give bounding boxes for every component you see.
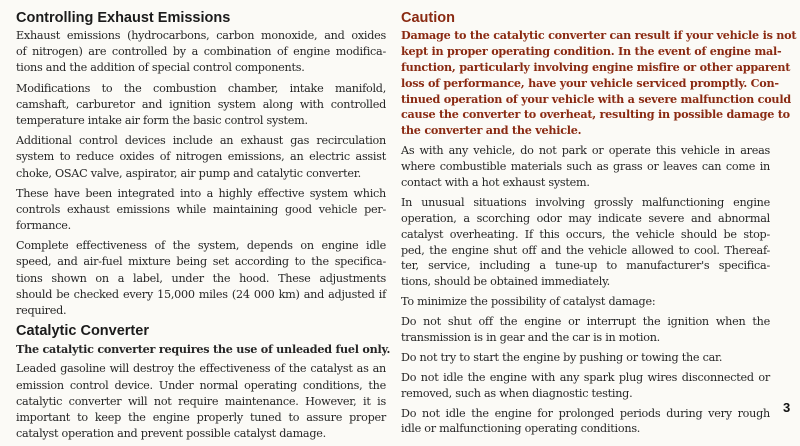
text-line: tinued operation of your vehicle with a severe malfunction could (401, 91, 791, 106)
paragraph (16, 133, 386, 182)
paragraph (401, 294, 770, 310)
paragraph (401, 350, 770, 366)
text-line: catalyst operation and prevent possible catalyst damage. (16, 427, 326, 441)
text-line: Leaded gasoline will destroy the effectiveness of the catalyst as an (16, 362, 386, 376)
text-line: system to reduce oxides of nitrogen emissions, an electric assist (16, 150, 386, 164)
text-line: kept in proper operating condition. In the event of engine mal- (401, 43, 782, 58)
text-line: the converter and the vehicle. (401, 123, 582, 138)
caution-paragraph (401, 28, 797, 139)
text-line: Complete effectiveness of the system, depends on engine idle (16, 239, 386, 253)
section-heading: Caution (401, 10, 455, 26)
paragraph (16, 81, 386, 130)
paragraph (401, 314, 770, 346)
paragraph (401, 370, 770, 402)
text-line: where combustible materials such as grass or leaves can come in (401, 160, 770, 174)
paragraph (401, 195, 770, 290)
text-line: important to keep the engine properly tuned to assure proper (16, 410, 386, 424)
text-line: controls exhaust emissions while maintaining good vehicle per- (16, 202, 386, 216)
text-line: ter, service, including a tune-up to manufacturer's specifica- (401, 259, 770, 273)
text-line: tions, should be obtained immediately. (401, 275, 610, 289)
paragraph (401, 143, 770, 191)
text-line: ped, the engine shut off and the vehicle allowed to cool. Thereaf- (401, 243, 770, 257)
text-line: tions and the addition of special control components. (16, 61, 305, 75)
text-line: As with any vehicle, do not park or operate this vehicle in areas (401, 144, 770, 158)
text-line: Do not idle the engine with any spark plug wires disconnected or (401, 370, 770, 384)
paragraph (16, 28, 386, 77)
text-line: Additional control devices include an exhaust gas recirculation (16, 134, 386, 148)
text-line: The catalytic converter requires the use of unleaded fuel only. (16, 342, 391, 357)
text-line: Do not try to start the engine by pushing or towing the car. (401, 350, 723, 364)
text-line: removed, such as when diagnostic testing. (401, 386, 633, 400)
text-line: Modifications to the combustion chamber, intake manifold, (16, 81, 386, 95)
text-line: operation, a scorching odor may indicate severe and abnormal (401, 211, 770, 225)
text-line: Do not shut off the engine or interrupt the ignition when the (401, 315, 770, 329)
text-line: function, particularly involving engine misfire or other apparent (401, 59, 791, 74)
text-line: Exhaust emissions (hydrocarbons, carbon monoxide, and oxides (16, 29, 386, 42)
text-line: of nitrogen) are controlled by a combination of engine modifica- (16, 45, 386, 59)
text-line: To minimize the possibility of catalyst damage: (401, 295, 656, 309)
text-line: tions shown on a label, under the hood. These adjustments (16, 271, 386, 285)
text-line: catalyst overheating. If this occurs, the vehicle should be stop- (401, 227, 770, 241)
paragraph (401, 406, 770, 438)
text-line: emission control device. Under normal operating conditions, the (16, 378, 386, 392)
text-line: Do not idle the engine for prolonged periods during very rough (401, 406, 770, 420)
right-column (401, 10, 797, 441)
text-line: cause the converter to overheat, resulting in possible damage to (401, 107, 790, 122)
paragraph (16, 341, 391, 357)
text-line: These have been integrated into a highly effective system which (16, 186, 386, 200)
text-line: temperature intake air form the basic control system. (16, 113, 308, 127)
text-line: Damage to the catalytic converter can result if your vehicle is not (401, 28, 797, 42)
text-line: required. (16, 304, 67, 317)
text-line: contact with a hot exhaust system. (401, 176, 590, 190)
text-line: loss of performance, have your vehicle serviced promptly. Con- (401, 75, 779, 90)
text-line: speed, and air-fuel mixture being set according to the specifica- (16, 255, 386, 269)
page-number: 3 (783, 400, 791, 415)
text-line: formance. (16, 219, 71, 233)
text-line: transmission is in gear and the car is in motion. (401, 331, 660, 345)
text-line: choke, OSAC valve, aspirator, air pump and catalytic converter. (16, 166, 361, 180)
left-column (16, 10, 391, 446)
paragraph (16, 361, 386, 442)
paragraph (16, 186, 386, 235)
section-heading: Controlling Exhaust Emissions (16, 10, 231, 26)
section-heading: Catalytic Converter (16, 323, 149, 340)
text-line: camshaft, carburetor and ignition system along with controlled (16, 97, 386, 111)
text-line: idle or malfunctioning operating conditions. (401, 422, 641, 436)
text-line: should be checked every 15,000 miles (24 000 km) and adjusted if (16, 287, 386, 301)
text-line: In unusual situations involving grossly malfunctioning engine (401, 195, 770, 209)
text-line: catalytic converter will not require maintenance. However, it is (16, 394, 386, 408)
paragraph (16, 238, 386, 319)
